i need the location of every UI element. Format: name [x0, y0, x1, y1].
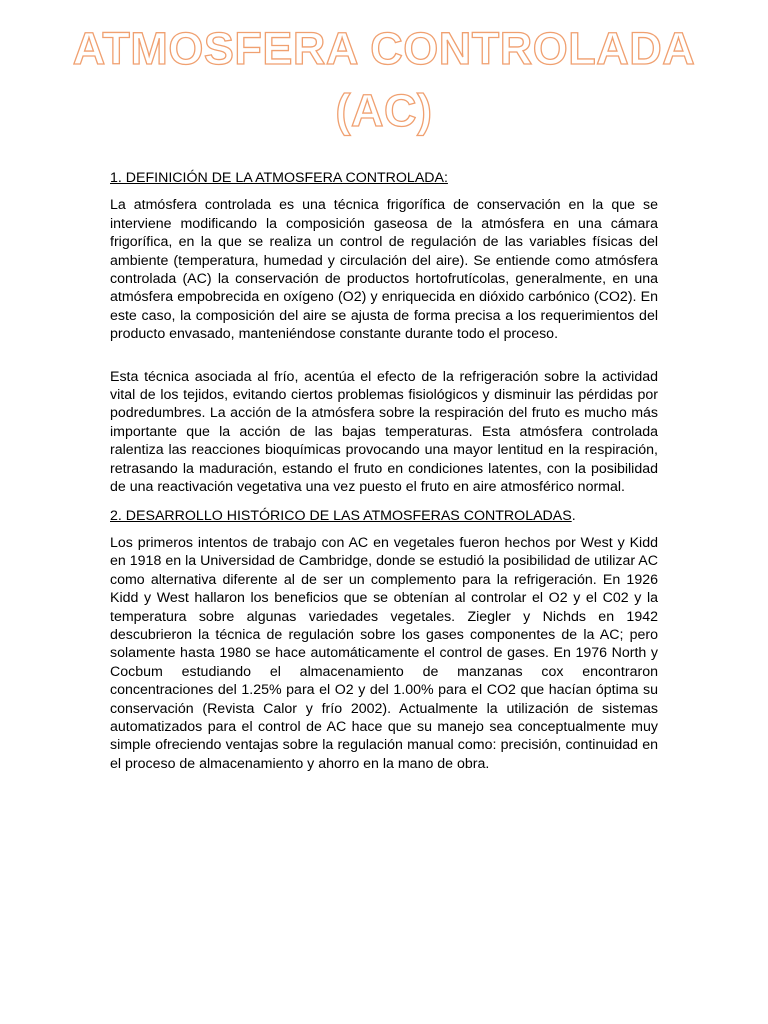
section-2-heading-text: 2. DESARROLLO HISTÓRICO DE LAS ATMOSFERAS CONTROLADAS: [110, 507, 572, 524]
section-1-paragraph-1: La atmósfera controlada es una técnica frigorífica de conservación en la que se interviene modificando la composición gaseosa de la atmósfera en una cámara frigorífica, en la que se realiza un control de regulación de las variables físicas del ambiente (temperatura, humedad y circulación del aire). Se entiende como atmósfera controlada (AC) la conservación de productos hortofrutícolas, generalmente, en una atmósfera empobrecida en oxígeno (O2) y enriquecida en dióxido carbónico (CO2). En este caso, la composición del aire se ajusta de forma precisa a los requerimientos del producto envasado, manteniéndose constante durante todo el proceso.: [110, 197, 658, 343]
section-1-paragraph-2: Esta técnica asociada al frío, acentúa el efecto de la refrigeración sobre la actividad vital de los tejidos, evitando ciertos problemas fisiológicos y disminuir las pérdidas por podredumbres. La acción de la atmósfera sobre la respiración del fruto es mucho más importante que la acción de las bajas temperaturas. Esta atmósfera controlada ralentiza las reacciones bioquímicas provocando una mayor lentitud en la respiración, retrasando la maduración, estando el fruto en condiciones latentes, con la posibilidad de una reactivación vegetativa una vez puesto el fruto en aire atmosférico normal.: [110, 368, 658, 496]
section-2-heading-suffix: .: [571, 507, 576, 524]
section-2-heading: [110, 507, 658, 525]
document-title: [0, 18, 768, 142]
title-line-1: ATMOSFERA CONTROLADA: [72, 23, 696, 74]
title-line-2: (AC): [335, 85, 433, 136]
section-2-paragraph-1: Los primeros intentos de trabajo con AC en vegetales fueron hechos por West y Kidd en 1918 en la Universidad de Cambridge, donde se estudió la posibilidad de utilizar AC como alternativa diferente al de ser un complemento para la refrigeración. En 1926 Kidd y West hallaron los beneficios que se obtenían al controlar el O2 y el C02 y la temperatura sobre algunas variedades vegetales. Ziegler y Nichds en 1942 descubrieron la técnica de regulación sobre los gases componentes de la AC; pero solamente hasta 1980 se hace automáticamente el control de gases. En 1976 North y Cocbum estudiando el almacenamiento de manzanas cox encontraron concentraciones del 1.25% para el O2 y del 1.00% para el CO2 que hacían óptima su conservación (Revista Calor y frío 2002). Actualmente la utilización de sistemas automatizados para el control de AC hace que su manejo sea conceptualmente muy simple ofreciendo ventajas sobre la regulación manual como: precisión, continuidad en el proceso de almacenamiento y ahorro en la mano de obra.: [110, 534, 658, 772]
document-body: [110, 169, 658, 773]
section-1-heading: [110, 169, 658, 187]
section-1-heading-text: 1. DEFINICIÓN DE LA ATMOSFERA CONTROLADA:: [110, 170, 448, 186]
